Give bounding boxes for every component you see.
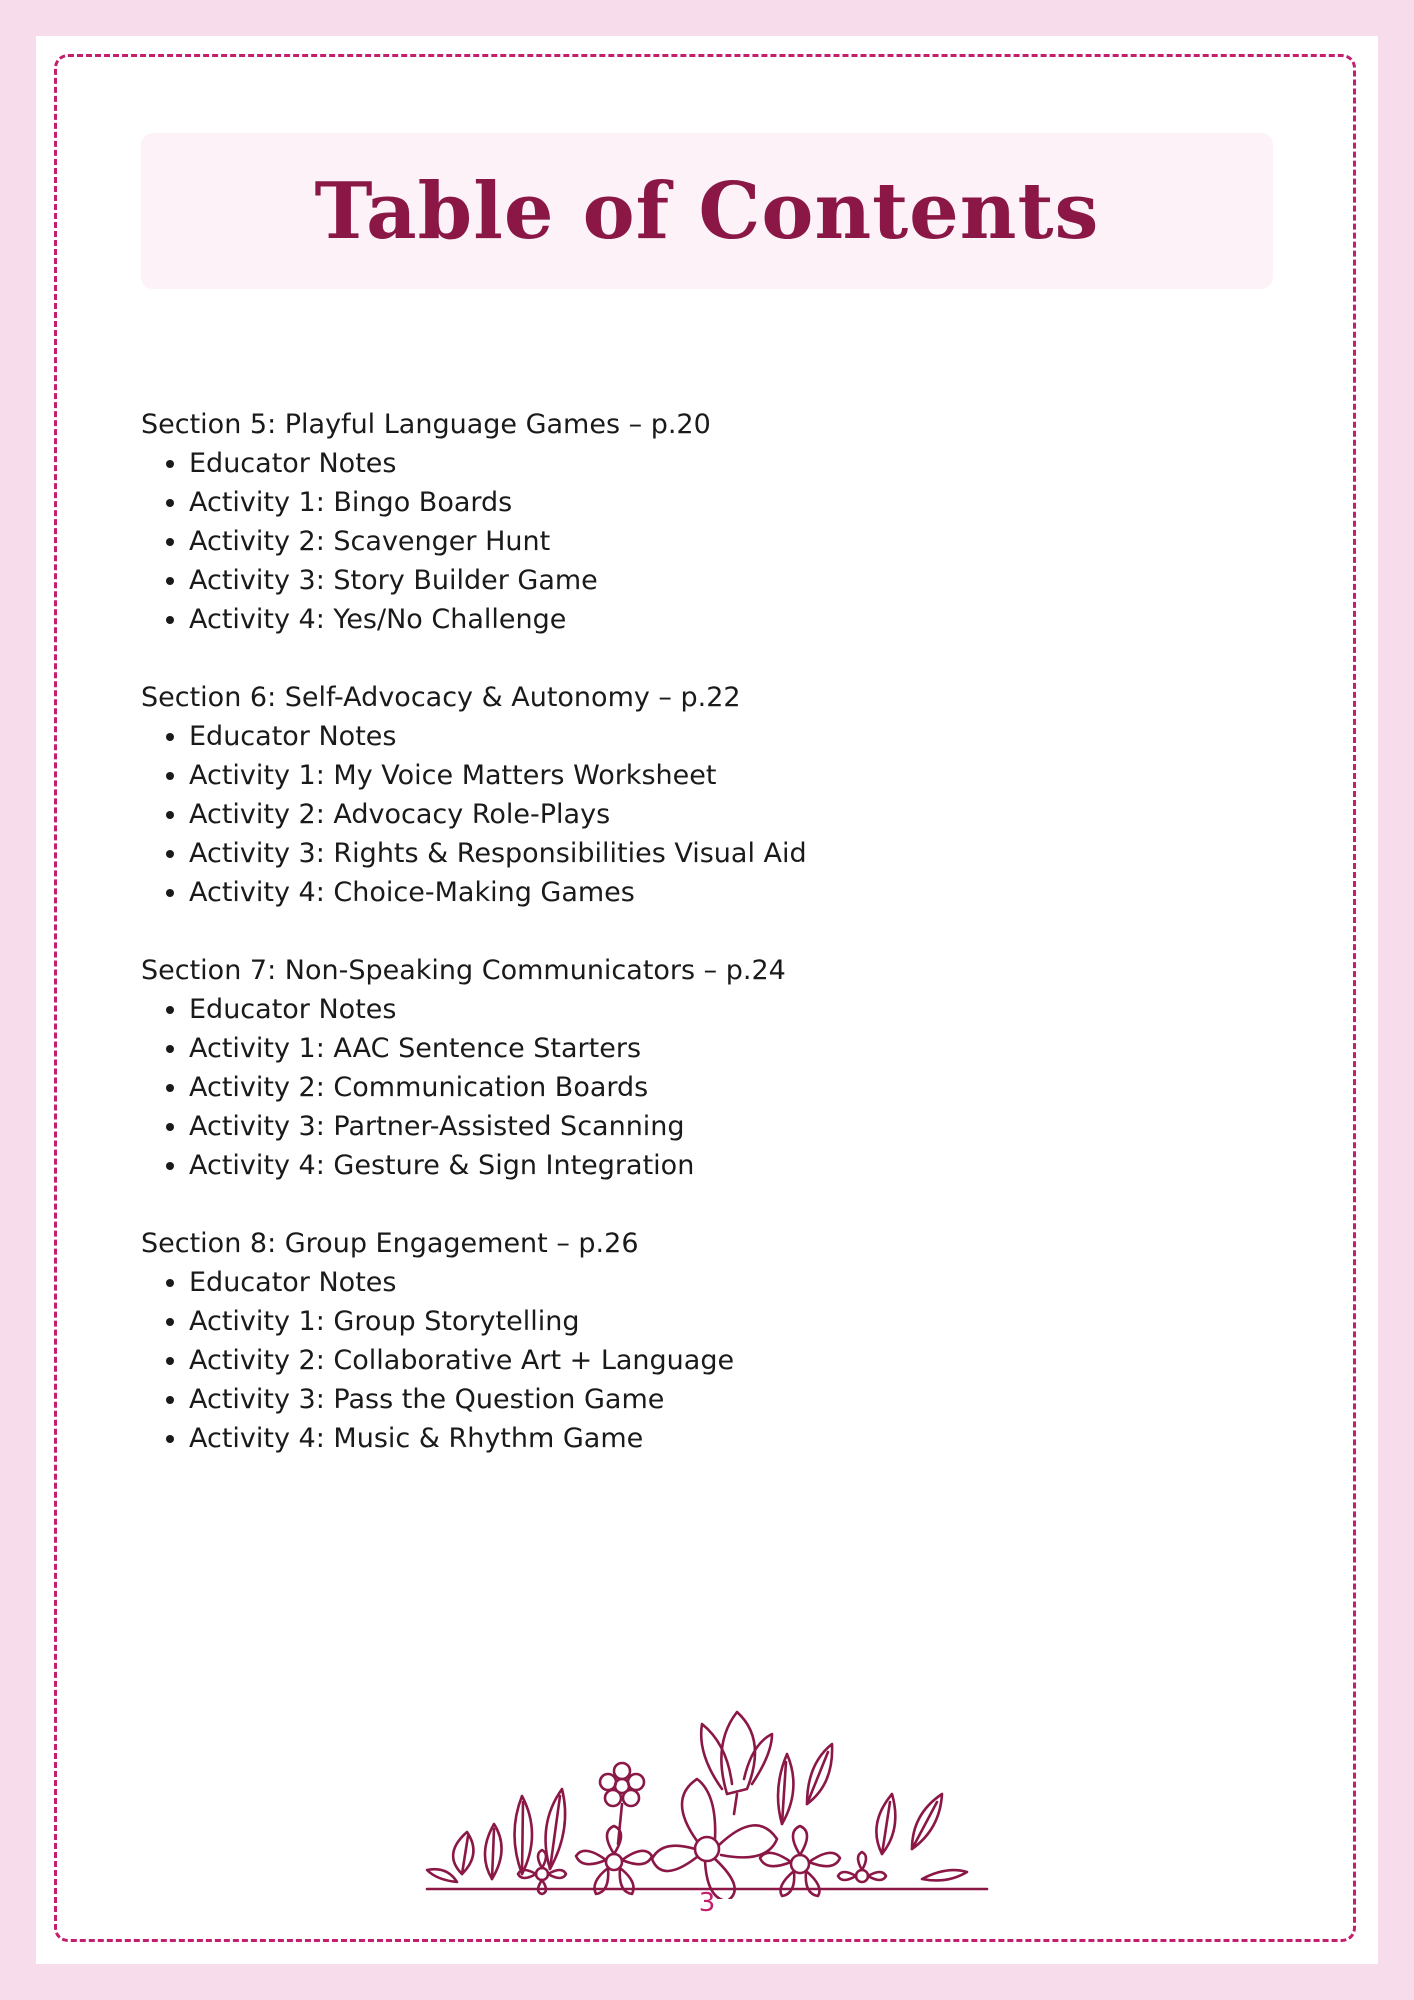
- list-item: • Activity 4: Choice-Making Games: [189, 873, 1241, 912]
- list-item: • Educator Notes: [189, 717, 1241, 756]
- list-item: • Activity 4: Yes/No Challenge: [189, 600, 1241, 639]
- list-item: • Activity 3: Rights & Responsibilities Visual Aid: [189, 834, 1241, 873]
- section-items: [141, 990, 1241, 1185]
- toc-section-6: [141, 678, 1241, 912]
- section-heading: Section 7: Non-Speaking Communicators – p.24: [141, 955, 786, 986]
- list-item: • Activity 1: Group Storytelling: [189, 1302, 1241, 1341]
- toc-section-8: [141, 1224, 1241, 1458]
- toc-section-5: [141, 405, 1241, 639]
- page-title: Table of Contents: [314, 165, 1100, 257]
- list-item: • Activity 2: Collaborative Art + Language: [189, 1341, 1241, 1380]
- list-item: • Activity 2: Communication Boards: [189, 1068, 1241, 1107]
- list-item: • Activity 3: Partner-Assisted Scanning: [189, 1107, 1241, 1146]
- list-item: • Activity 1: My Voice Matters Worksheet: [189, 756, 1241, 795]
- section-items: [141, 444, 1241, 639]
- section-heading: Section 5: Playful Language Games – p.20: [141, 409, 711, 440]
- section-items: [141, 1263, 1241, 1458]
- section-heading: Section 8: Group Engagement – p.26: [141, 1228, 639, 1259]
- list-item: • Activity 2: Scavenger Hunt: [189, 522, 1241, 561]
- list-item: • Activity 1: Bingo Boards: [189, 483, 1241, 522]
- document-page: [36, 36, 1378, 1964]
- floral-decoration-icon: [422, 1684, 992, 1899]
- page-number: 3: [698, 1888, 716, 1918]
- list-item: • Activity 3: Story Builder Game: [189, 561, 1241, 600]
- list-item: • Educator Notes: [189, 1263, 1241, 1302]
- title-banner: [141, 133, 1273, 289]
- table-of-contents: [141, 405, 1241, 1497]
- list-item: • Activity 2: Advocacy Role-Plays: [189, 795, 1241, 834]
- section-items: [141, 717, 1241, 912]
- toc-section-7: [141, 951, 1241, 1185]
- list-item: • Activity 3: Pass the Question Game: [189, 1380, 1241, 1419]
- list-item: • Activity 4: Music & Rhythm Game: [189, 1419, 1241, 1458]
- list-item: • Activity 4: Gesture & Sign Integration: [189, 1146, 1241, 1185]
- list-item: • Educator Notes: [189, 444, 1241, 483]
- list-item: • Educator Notes: [189, 990, 1241, 1029]
- list-item: • Activity 1: AAC Sentence Starters: [189, 1029, 1241, 1068]
- section-heading: Section 6: Self-Advocacy & Autonomy – p.22: [141, 682, 741, 713]
